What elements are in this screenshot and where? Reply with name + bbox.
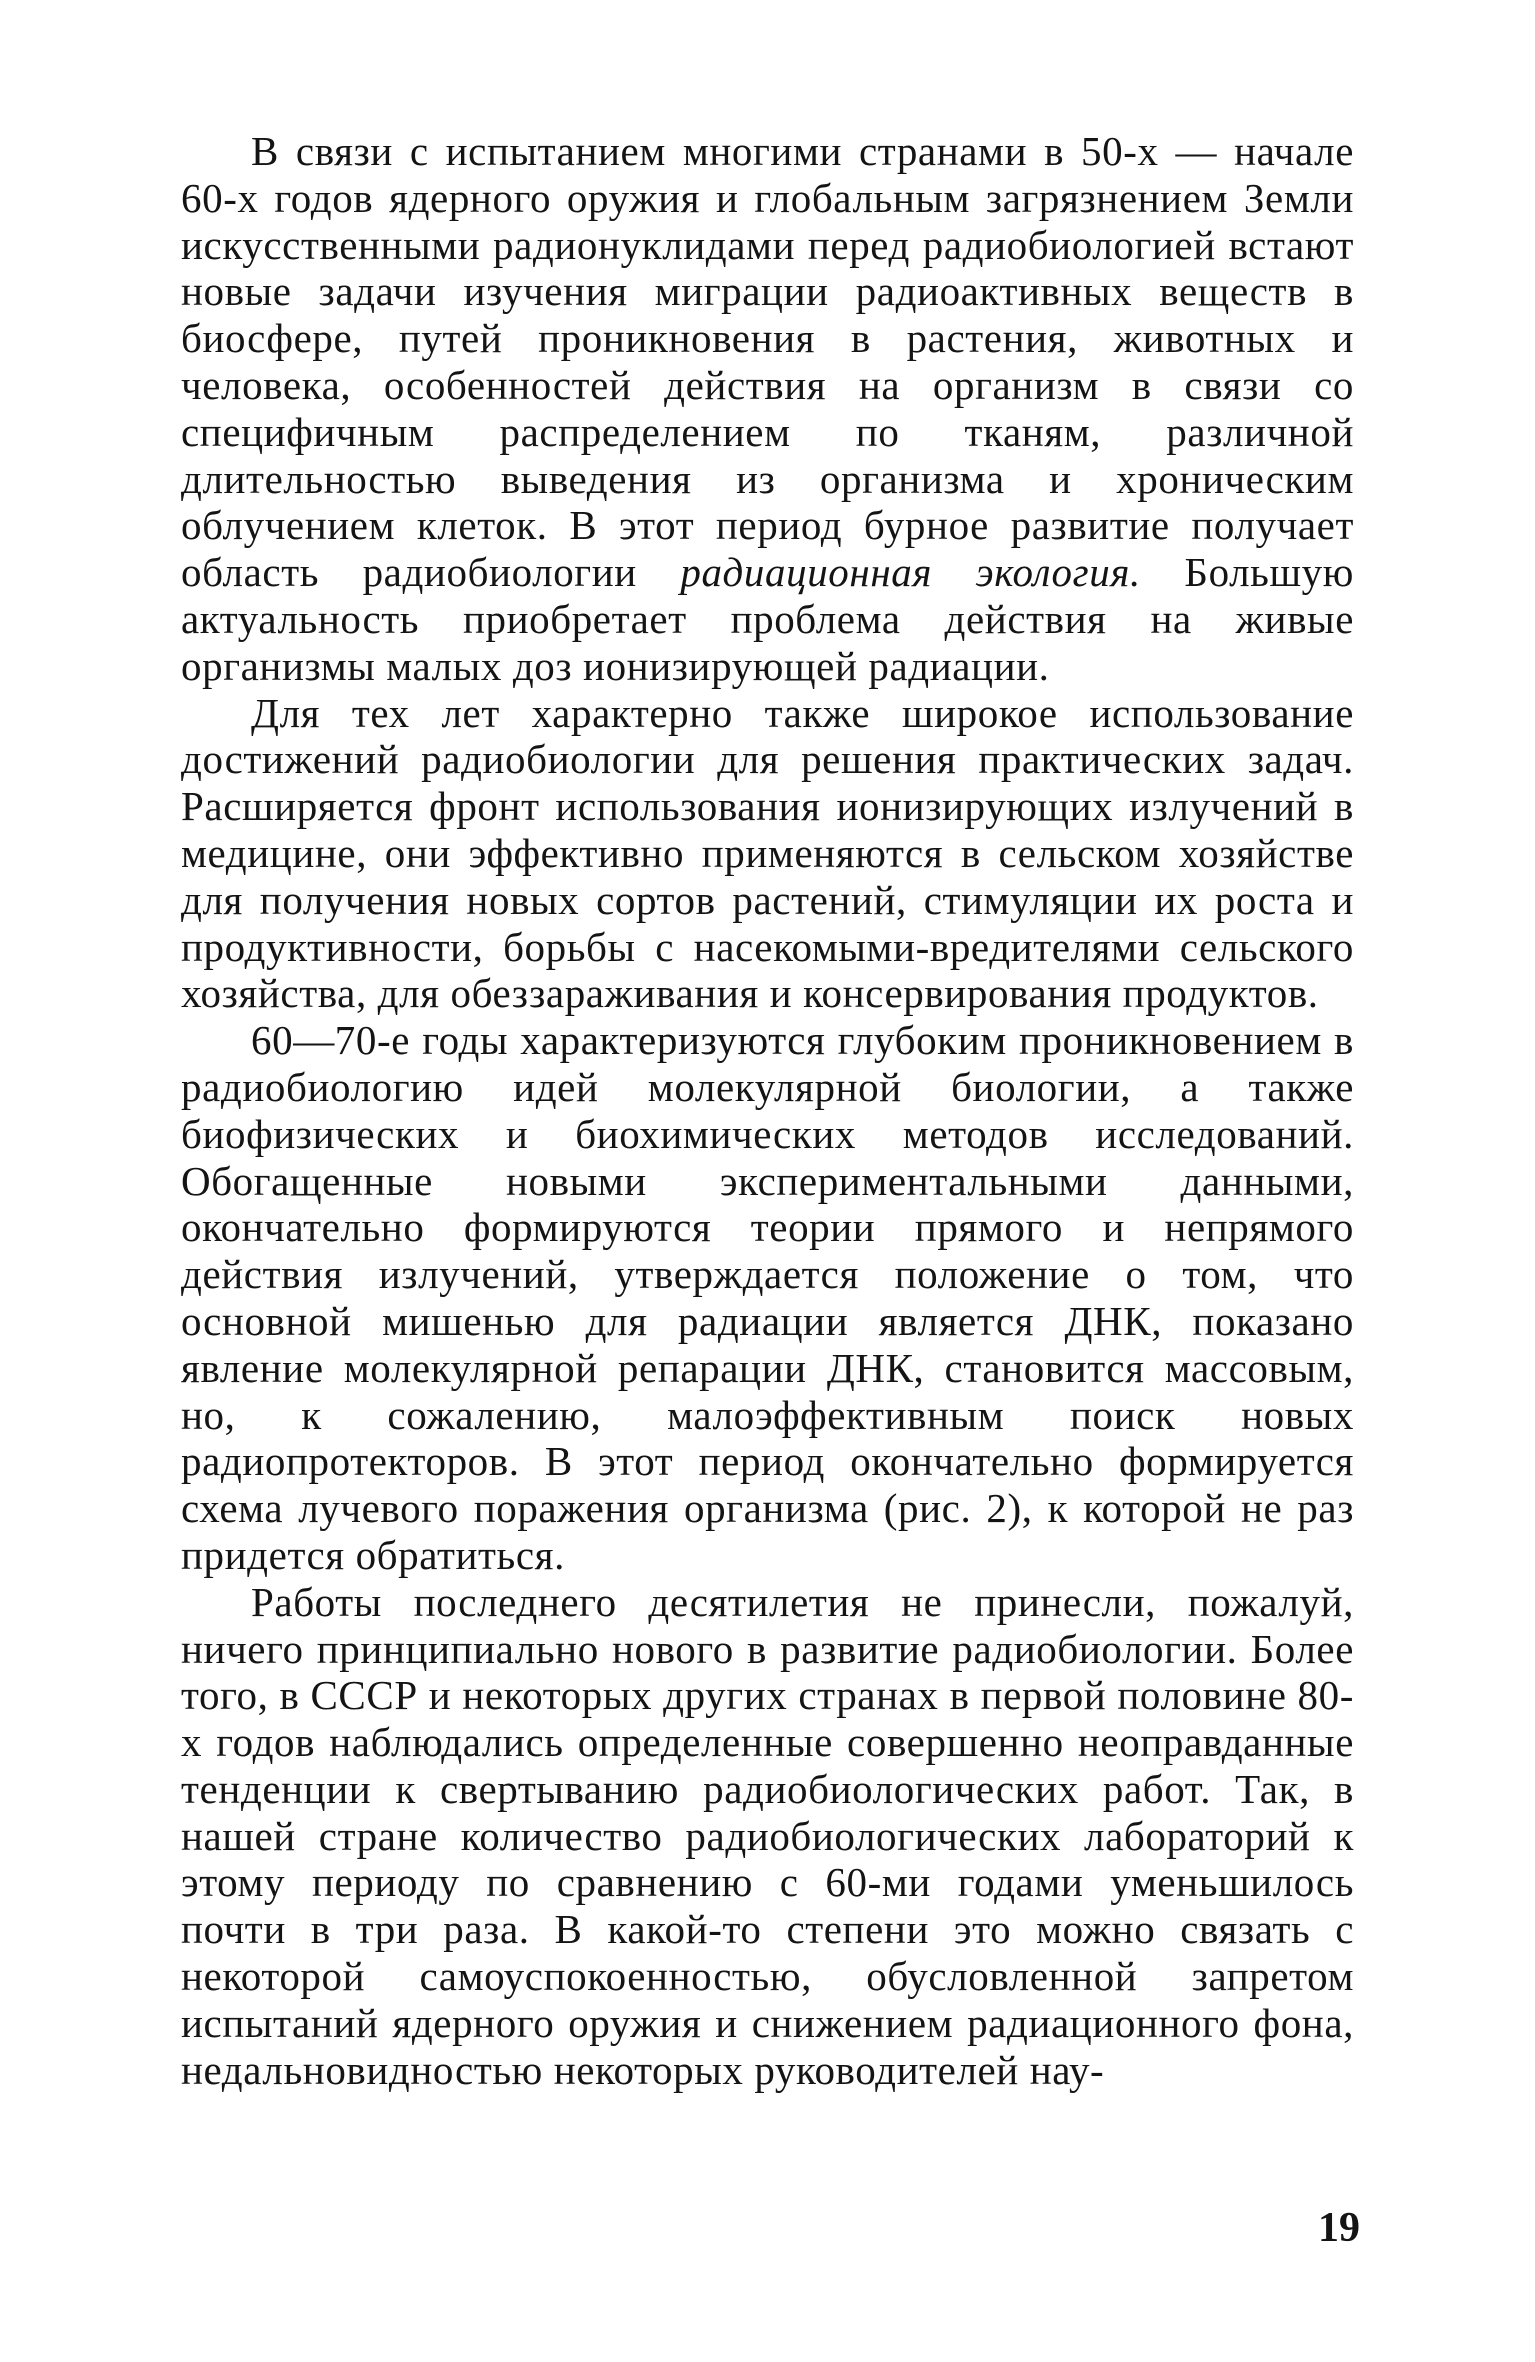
paragraph-last-decade: Работы последнего десятилетия не принесли, пожалуй, ничего принципиально нового в развитие радиобиологии. Более того, в СССР и некоторых других странах в первой половине 80-х годов наблюдались определенные совершенно неоправданные тенденции к свертыванию радиобиологических работ. Так, в нашей стране количество радиобиологических лабораторий к этому периоду по сравнению с 60-ми годами уменьшилось почти в три раза. В какой-то степени это можно связать с некоторой самоуспокоенностью, обусловленной запретом испытаний ядерного оружия и снижением радиационного фона, недальновидностью некоторых руководителей нау- <box>181 1578 1354 2093</box>
paragraph-text: Большую актуальность приобретает проблема действия на живые организмы малых доз ионизирующей радиации. <box>181 549 1354 689</box>
page-number: 19 <box>1318 2205 1360 2251</box>
paragraph-text: В связи с испытанием многими странами в 50-х — начале 60-х годов ядерного оружия и глобальным загрязнением Земли искусственными радионуклидами перед радиобиологией встают новые задачи изучения миграции радиоактивных веществ в биосфере, путей проникновения в растения, животных и человека, особенностей действия на организм в связи со специфичным распределением по тканям, различной длительностью выведения из организма и хроническим облучением клеток. В этот период бурное развитие получает область радиобиологии <box>181 128 1354 596</box>
paragraph-molecular-biology: 60—70-е годы характеризуются глубоким проникновением в радиобиологию идей молекулярной биологии, а также биофизических и биохимических методов исследований. Обогащенные новыми экспериментальными данными, окончательно формируются теории прямого и непрямого действия излучений, утверждается положение о том, что основной мишенью для радиации является ДНК, показано явление молекулярной репарации ДНК, становится массовым, но, к сожалению, малоэффективным поиск новых радиопротекторов. В этот период окончательно формируется схема лучевого поражения организма (рис. 2), к которой не раз придется обратиться. <box>181 1017 1354 1578</box>
paragraph-practical-use: Для тех лет характерно также широкое использование достижений радиобиологии для решения практических задач. Расширяется фронт использования ионизирующих излучений в медицине, они эффективно применяются в сельском хозяйстве для получения новых сортов растений, стимуляции их роста и продуктивности, борьбы с насекомыми-вредителями сельского хозяйства, для обеззараживания и консервирования продуктов. <box>181 689 1354 1017</box>
body-text <box>181 128 1354 2093</box>
paragraph-radiation-ecology <box>181 128 1354 690</box>
emphasized-term: радиационная экология. <box>680 549 1141 596</box>
